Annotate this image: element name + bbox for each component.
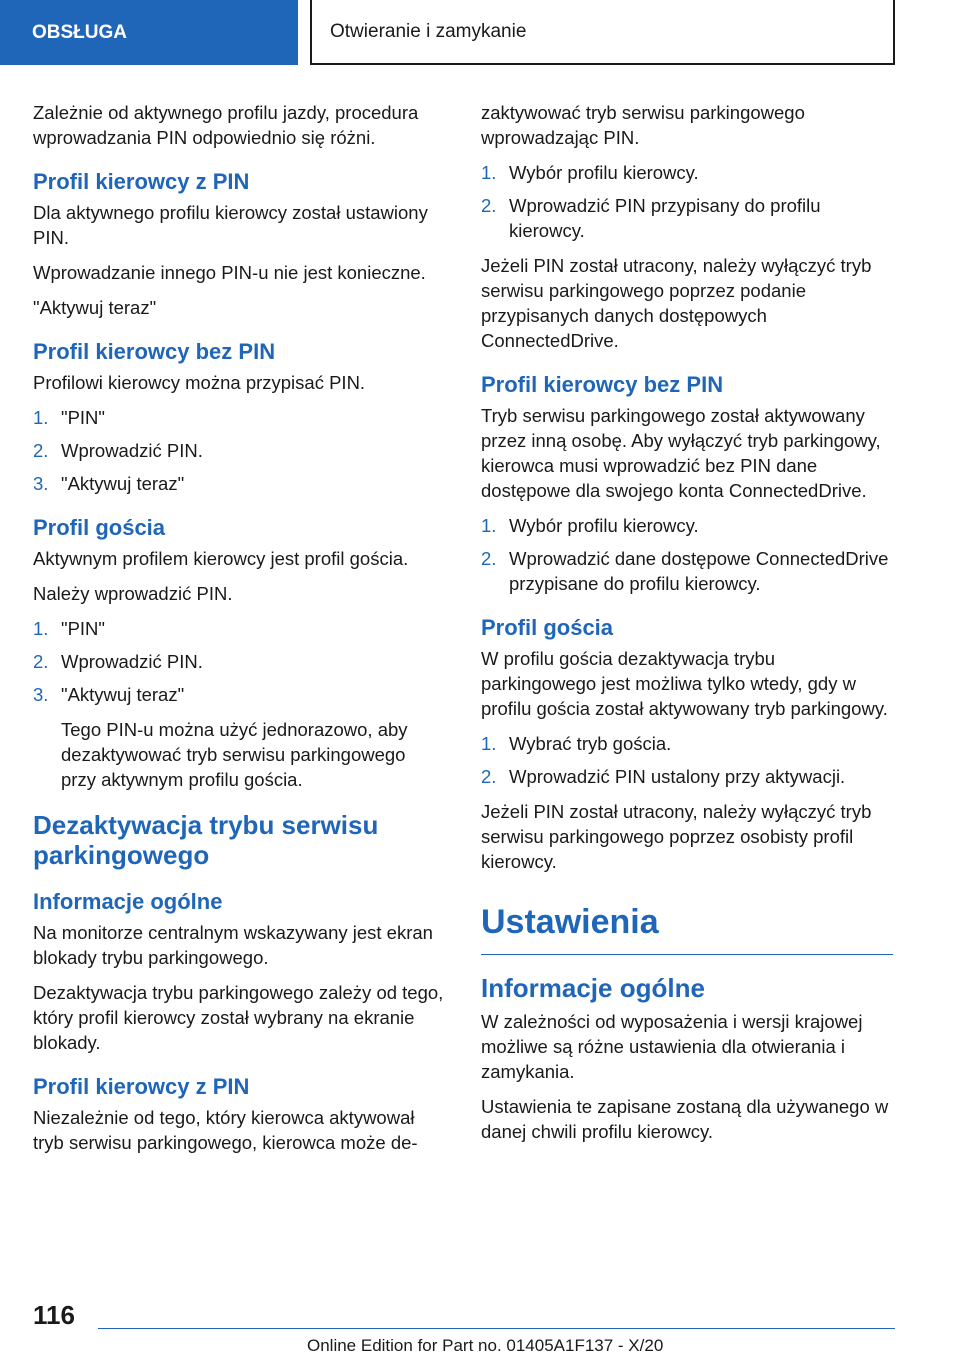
heading-guest-profile: Profil gościa (481, 615, 614, 640)
heading-driver-profile-pin: Profil kierowcy z PIN (33, 169, 250, 194)
heading-driver-profile-no-pin: Profil kierowcy bez PIN (33, 339, 276, 364)
paragraph: Należy wprowadzić PIN. (33, 583, 233, 604)
page-number: 116 (33, 1300, 75, 1330)
paragraph: Profilowi kierowcy można przypisać PIN. (33, 372, 366, 393)
heading-driver-profile-pin: Profil kierowcy z PIN (33, 1074, 250, 1099)
heading-deactivation: Dezaktywacja trybu serwisu parkingowego (33, 810, 379, 870)
step-number: 1. (481, 515, 497, 536)
step-number: 3. (33, 684, 49, 705)
intro-paragraph: Zależnie od aktywnego profilu jazdy, procedura wprowadzania PIN odpowiednio się różni. (33, 102, 419, 148)
heading-guest-profile: Profil gościa (33, 515, 166, 540)
paragraph: W profilu gościa dezaktywacja trybu parkingowego jest możliwa tylko wtedy, gdy w profilu gościa został aktywowany tryb parkingowy. (481, 648, 888, 719)
paragraph: W zależności od wyposażenia i wersji krajowej możliwe są różne ustawienia dla otwierania i zamykania. (481, 1011, 863, 1082)
edition-note: Online Edition for Part no. 01405A1F137 - X/20 (307, 1336, 664, 1355)
paragraph: Tryb serwisu parkingowego został aktywowany przez inną osobę. Aby wyłączyć tryb parkingowy, kierowca musi wprowadzić bez PIN dane dostępowe dla swojego konta ConnectedDrive. (481, 405, 881, 501)
paragraph: Niezależnie od tego, który kierowca aktywował tryb serwisu parkingowego, kierowca może de- (33, 1107, 418, 1153)
step-number: 2. (481, 548, 497, 569)
section-tab: OBSŁUGA (0, 0, 298, 65)
paragraph: Jeżeli PIN został utracony, należy wyłączyć tryb serwisu parkingowego poprzez podanie przypisanych danych dostępowych ConnectedDrive. (481, 255, 872, 351)
steps-list (481, 731, 893, 789)
right-column (481, 100, 893, 1154)
list-item: 1. Wybór profilu kierowcy. (481, 162, 699, 183)
heading-general-info: Informacje ogólne (33, 889, 223, 914)
paragraph: Na monitorze centralnym wskazywany jest ekran blokady trybu parkingowego. (33, 922, 433, 968)
list-item: 2. Wprowadzić dane dostępowe ConnectedDrive przypisane do profilu kierowcy. (481, 548, 889, 594)
list-item: 1. "PIN" (33, 407, 105, 428)
list-item: 1. Wybór profilu kierowcy. (481, 515, 699, 536)
step-number: 2. (481, 195, 497, 216)
steps-list (33, 405, 445, 496)
heading-driver-profile-no-pin: Profil kierowcy bez PIN (481, 372, 724, 397)
list-item: 2. Wprowadzić PIN ustalony przy aktywacji. (481, 766, 846, 787)
paragraph: Dla aktywnego profilu kierowcy został ustawiony PIN. (33, 202, 428, 248)
paragraph: Dezaktywacja trybu parkingowego zależy od tego, który profil kierowcy został wybrany na ekranie blokady. (33, 982, 444, 1053)
step-number: 3. (33, 473, 49, 494)
chapter-title: Otwieranie i zamykanie (310, 0, 895, 65)
step-number: 2. (33, 440, 49, 461)
steps-list (481, 513, 893, 596)
list-item: 2. Wprowadzić PIN. (33, 651, 203, 672)
heading-general-info: Informacje ogólne (481, 973, 705, 1003)
steps-list (481, 160, 893, 243)
list-item: 1. "PIN" (33, 618, 105, 639)
paragraph: "Aktywuj teraz" (33, 297, 157, 318)
paragraph: Jeżeli PIN został utracony, należy wyłączyć tryb serwisu parkingowego poprzez osobisty profil kierowcy. (481, 801, 872, 872)
left-column (33, 100, 445, 1165)
step-number: 2. (33, 651, 49, 672)
list-item: 3. "Aktywuj teraz" (33, 473, 185, 494)
step-number: 1. (33, 407, 49, 428)
footer-divider (98, 1328, 895, 1329)
heading-settings: Ustawienia (481, 900, 893, 955)
paragraph: zaktywować tryb serwisu parkingowego wprowadzając PIN. (481, 102, 805, 148)
step-number: 1. (33, 618, 49, 639)
steps-list (33, 616, 445, 707)
step-number: 1. (481, 162, 497, 183)
paragraph: Aktywnym profilem kierowcy jest profil gościa. (33, 548, 409, 569)
paragraph: Wprowadzanie innego PIN-u nie jest konieczne. (33, 262, 426, 283)
step-number: 1. (481, 733, 497, 754)
list-item: 2. Wprowadzić PIN. (33, 440, 203, 461)
list-item: 3. "Aktywuj teraz" (33, 684, 185, 705)
paragraph: Ustawienia te zapisane zostaną dla używanego w danej chwili profilu kierowcy. (481, 1096, 889, 1142)
step-number: 2. (481, 766, 497, 787)
step-note: Tego PIN-u można użyć jednorazowo, aby dezaktywować tryb serwisu parkingowego przy aktywnym profilu gościa. (61, 719, 408, 790)
list-item: 2. Wprowadzić PIN przypisany do profilu kierowcy. (481, 195, 821, 241)
list-item: 1. Wybrać tryb gościa. (481, 733, 672, 754)
